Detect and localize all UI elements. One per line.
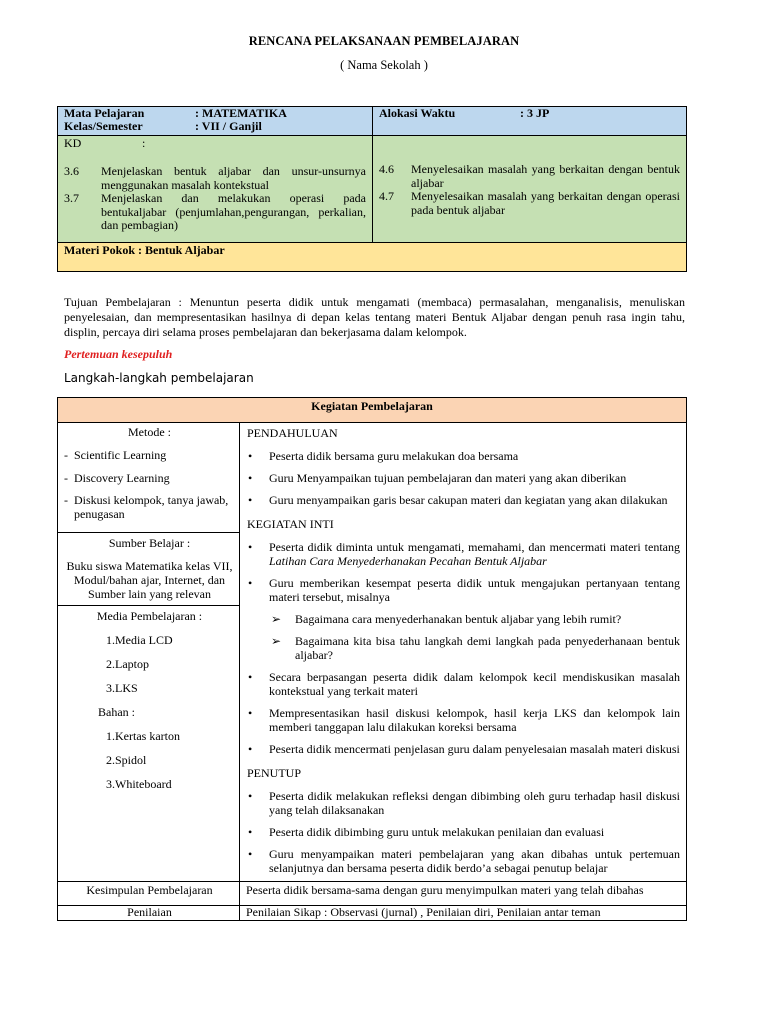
pendahuluan-item: • Peserta didik bersama guru melakukan doa bersama bbox=[248, 449, 519, 463]
bullet-icon: • bbox=[248, 847, 253, 861]
meeting-label: Pertemuan kesepuluh bbox=[64, 347, 173, 361]
penutup-heading: PENUTUP bbox=[247, 766, 302, 780]
media-item: 3.LKS bbox=[106, 681, 138, 695]
penutup-item: • Guru menyampaikan materi pembelajaran yang akan dibahas untuk pertemuan selanjutnya dan bersama peserta didik berdo’a sebagai penutup belajar bbox=[248, 847, 680, 875]
kd-colon: : bbox=[142, 136, 146, 150]
penilaian-text: Penilaian Sikap : Observasi (jurnal) , Penilaian diri, Penilaian antar teman bbox=[240, 906, 687, 921]
pendahuluan-item: • Guru Menyampaikan tujuan pembelajaran dan materi yang akan diberikan bbox=[248, 471, 627, 485]
dash-icon: - bbox=[64, 493, 68, 507]
bullet-icon: • bbox=[248, 742, 253, 756]
question-item: ➢ Bagaimana kita bisa tahu langkah demi langkah pada penyederhanaan bentuk aljabar? bbox=[271, 634, 680, 662]
metode-item: - Discovery Learning bbox=[64, 470, 170, 485]
dash-icon: - bbox=[64, 448, 68, 462]
mapel-label: Mata Pelajaran bbox=[64, 106, 145, 120]
metode-label: Metode : bbox=[128, 425, 171, 439]
resources-column bbox=[58, 423, 240, 882]
kelas-value: : VII / Ganjil bbox=[195, 119, 262, 133]
inti-item: • Mempresentasikan hasil diskusi kelompok, hasil kerja LKS dan kelompok lain memberi tanggapan lalu dilakukan koreksi bersama bbox=[248, 706, 680, 734]
pendahuluan-heading: PENDAHULUAN bbox=[247, 426, 338, 440]
metode-item: - Diskusi kelompok, tanya jawab, penugasan bbox=[64, 493, 229, 521]
bullet-icon: • bbox=[248, 825, 253, 839]
arrow-bullet-icon: ➢ bbox=[271, 612, 282, 626]
activities-column bbox=[240, 423, 687, 882]
penutup-item: • Peserta didik dibimbing guru untuk melakukan penilaian dan evaluasi bbox=[248, 825, 605, 839]
metode-item: - Scientific Learning bbox=[64, 448, 167, 462]
inti-topic: Latihan Cara Menyederhanakan Pecahan Bentuk Aljabar bbox=[269, 554, 547, 568]
time-cell bbox=[373, 107, 687, 136]
inti-item: • Peserta didik diminta untuk mengamati, memahami, dan mencermati materi tentang Latihan Cara Menyederhanakan Pecahan Bentuk Aljabar bbox=[248, 540, 680, 568]
materi-cell bbox=[58, 243, 687, 272]
document-title: RENCANA PELAKSANAAN PEMBELAJARAN bbox=[248, 34, 520, 48]
mapel-value: : MATEMATIKA bbox=[195, 106, 287, 120]
activity-table bbox=[57, 397, 687, 921]
kd-4-6: 4.6 Menyelesaikan masalah yang berkaitan dengan bentuk aljabar bbox=[379, 162, 680, 190]
inti-heading: KEGIATAN INTI bbox=[247, 517, 334, 531]
school-name: ( Nama Sekolah ) bbox=[340, 58, 428, 72]
bahan-item: 1.Kertas karton bbox=[106, 729, 180, 743]
subject-cell bbox=[58, 107, 373, 136]
kd-4-7: 4.7 Menyelesaikan masalah yang berkaitan dengan operasi pada bentuk aljabar bbox=[379, 189, 680, 217]
waktu-label: Alokasi Waktu bbox=[379, 106, 456, 120]
bullet-icon: • bbox=[248, 789, 253, 803]
waktu-value: : 3 JP bbox=[520, 106, 550, 120]
bullet-icon: • bbox=[248, 471, 253, 485]
bahan-item: 2.Spidol bbox=[106, 753, 147, 767]
kd-left-cell bbox=[58, 136, 373, 243]
dash-icon: - bbox=[64, 470, 68, 485]
media-item: 1.Media LCD bbox=[106, 633, 173, 647]
activity-table-header: Kegiatan Pembelajaran bbox=[58, 398, 687, 423]
media-block bbox=[58, 605, 239, 792]
bullet-icon: • bbox=[248, 540, 253, 554]
source-block bbox=[58, 532, 239, 605]
materi-pokok: Materi Pokok : Bentuk Aljabar bbox=[64, 243, 225, 257]
inti-item: • Guru memberikan kesempat peserta didik untuk mengajukan pertanyaan tentang materi tersebut, misalnya bbox=[248, 576, 680, 604]
kd-right-cell bbox=[373, 136, 687, 243]
media-item: 2.Laptop bbox=[106, 657, 149, 671]
method-block bbox=[58, 423, 239, 532]
bullet-icon: • bbox=[248, 706, 253, 720]
sumber-text: Buku siswa Matematika kelas VII, Modul/bahan ajar, Internet, dan Sumber lain yang relevan bbox=[66, 559, 233, 601]
kd-3-6: 3.6 Menjelaskan bentuk aljabar dan unsur-unsurnya menggunakan masalah kontekstual bbox=[64, 164, 366, 192]
bahan-item: 3.Whiteboard bbox=[106, 777, 172, 791]
kd-3-7: 3.7 Menjelaskan dan melakukan operasi pada bentukaljabar (penjumlahan,pengurangan, perkalian, dan pembagian) bbox=[64, 191, 366, 232]
info-table bbox=[57, 106, 687, 272]
bahan-label: Bahan : bbox=[98, 705, 135, 719]
pendahuluan-item: • Guru menyampaikan garis besar cakupan materi dan kegiatan yang akan dilakukan bbox=[248, 493, 668, 507]
penilaian-label: Penilaian bbox=[58, 906, 240, 921]
arrow-bullet-icon: ➢ bbox=[271, 634, 282, 648]
kesimpulan-label: Kesimpulan Pembelajaran bbox=[58, 882, 240, 906]
penutup-item: • Peserta didik melakukan refleksi dengan dibimbing oleh guru terhadap hasil diskusi yang telah dilaksanakan bbox=[248, 789, 680, 817]
bullet-icon: • bbox=[248, 493, 253, 507]
sumber-label: Sumber Belajar : bbox=[108, 536, 191, 550]
bullet-icon: • bbox=[248, 449, 253, 463]
inti-item: • Peserta didik mencermati penjelasan guru dalam penyelesaian masalah materi diskusi bbox=[248, 742, 680, 756]
inti-item: • Secara berpasangan peserta didik dalam kelompok kecil mendiskusikan masalah kontekstual yang terkait materi bbox=[248, 670, 680, 698]
kelas-label: Kelas/Semester bbox=[64, 119, 143, 133]
steps-heading: Langkah-langkah pembelajaran bbox=[64, 371, 254, 385]
learning-objective: Tujuan Pembelajaran : Menuntun peserta didik untuk mengamati (membaca) permasalahan, menganalisis, menuliskan penyelesaian, dan mempresentasikan hasilnya di depan kelas tentang materi Bentuk Aljabar dengan penuh rasa ingin tahu, displin, percaya diri selama proses pembelajaran dan bekerjasama dalam kelompok. bbox=[64, 295, 685, 339]
question-item: ➢ Bagaimana cara menyederhanakan bentuk aljabar yang lebih rumit? bbox=[271, 612, 622, 626]
kesimpulan-text: Peserta didik bersama-sama dengan guru menyimpulkan materi yang telah dibahas bbox=[240, 882, 687, 906]
media-label: Media Pembelajaran : bbox=[96, 609, 203, 623]
bullet-icon: • bbox=[248, 670, 253, 684]
bullet-icon: • bbox=[248, 576, 253, 590]
kd-label: KD bbox=[64, 136, 82, 150]
